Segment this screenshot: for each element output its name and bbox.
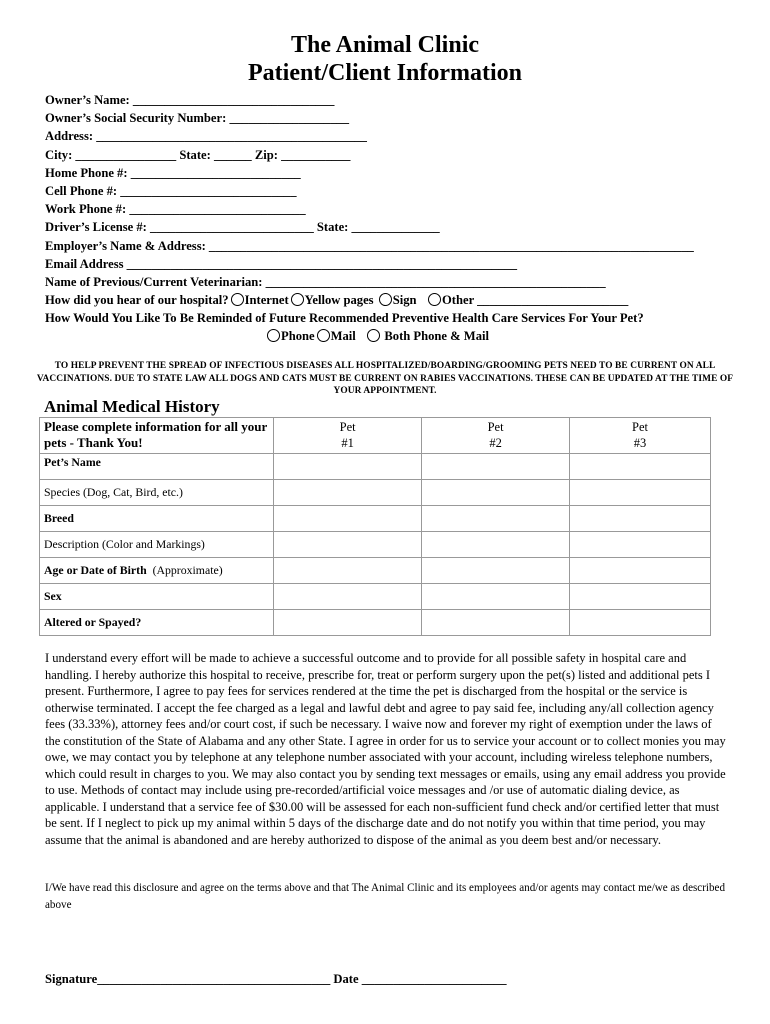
pet-1-description-cell[interactable] [274, 532, 422, 558]
signature-row [45, 972, 507, 987]
pet-2-description-cell[interactable] [422, 532, 570, 558]
option-phone: Phone [281, 329, 315, 344]
reminder-question: How Would You Like To Be Reminded of Future Recommended Preventive Health Care Services For Your Pet? [45, 311, 644, 326]
email-field[interactable]: Email Address ______________________________________________________________ [45, 256, 518, 271]
table-header-row [40, 418, 711, 454]
option-yellow-pages: Yellow pages [304, 293, 374, 308]
option-other: Other ________________________ [442, 293, 629, 308]
radio-phone-icon[interactable] [267, 329, 280, 342]
option-both: Both Phone & Mail [384, 329, 489, 344]
table-header-note: Please complete information for all your pets - Thank You! [40, 418, 274, 454]
medical-history-title: Animal Medical History [44, 397, 220, 416]
row-label-sex: Sex [40, 584, 274, 610]
pet-2-age-cell[interactable] [422, 558, 570, 584]
city-state-zip-field[interactable]: City: ________________ State: ______ Zip: ___________ [45, 147, 351, 162]
vaccination-notice: TO HELP PREVENT THE SPREAD OF INFECTIOUS DISEASES ALL HOSPITALIZED/BOARDING/GROOMING PETS NEED TO BE CURRENT ON ALL VACCINATIONS. DUE TO STATE LAW ALL DOGS AND CATS MUST BE CURRENT ON RABIES VACCINATIONS. THESE CAN BE UPDATED AT THE TIME OF YOUR APPOINTMENT. [36, 361, 734, 396]
ssn-field[interactable]: Owner’s Social Security Number: ___________________ [45, 111, 350, 126]
pet-3-name-cell[interactable] [570, 454, 711, 480]
owner-name-field[interactable]: Owner’s Name: ________________________________ [45, 93, 335, 107]
referral-question [45, 291, 735, 309]
referral-label: How did you hear of our hospital? [45, 293, 229, 308]
age-note: (Approximate) [152, 563, 223, 577]
radio-mail-icon[interactable] [317, 329, 330, 342]
table-row [40, 584, 711, 610]
table-row [40, 454, 711, 480]
form-subtitle: Patient/Client Information [248, 60, 522, 86]
pet-1-header [274, 418, 422, 454]
drivers-license-field[interactable]: Driver’s License #: __________________________ State: ______________ [45, 220, 440, 235]
row-label-age [40, 558, 274, 584]
cell-phone-field[interactable]: Cell Phone #: ____________________________ [45, 183, 297, 198]
pet-3-sex-cell[interactable] [570, 584, 711, 610]
pet-1-altered-cell[interactable] [274, 610, 422, 636]
pet-3-header [570, 418, 711, 454]
radio-sign-icon[interactable] [379, 293, 392, 306]
pet-3-number: #3 [633, 436, 647, 450]
pet-3-label: Pet [632, 420, 649, 434]
pet-3-description-cell[interactable] [570, 532, 711, 558]
row-label-breed: Breed [40, 506, 274, 532]
table-row [40, 558, 711, 584]
pet-2-altered-cell[interactable] [422, 610, 570, 636]
acknowledgement-text: I/We have read this disclosure and agree on the terms above and that The Animal Clinic and its employees and/or agents may contact me/we as described above [45, 882, 726, 911]
radio-yellow-pages-icon[interactable] [291, 293, 304, 306]
row-label-altered: Altered or Spayed? [40, 610, 274, 636]
agreement-text: I understand every effort will be made to achieve a successful outcome and to provide for all possible safety in hospital care and handling. I hereby authorize this hospital to receive, prescribe for, treat or perform surgery upon the pet(s) listed and additional pets I present. Furthermore, I agree to pay fees for services rendered at the time the pet is discharged from the hospital or the service is otherwise terminated. I accept the fee charged as a legal and lawful debt and agree to pay said fee, including any/all collection agency fees (33.33%), attorney fees and/or court cost, if such be necessary. I waive now and forever my right of exemption under the laws of the constitution of the State of Alabama and any other State. I agree in order for us to service your account or to collect monies you may owe, we may contact you by telephone at any telephone number associated with your account, including wireless telephone numbers, which could result in charges to you. We may also contact you by sending text messages or emails, using any email address you provide to use. Methods of contact may include using pre-recorded/artificial voice messages and /or use of automatic dialing device, as applicable. I understand that a service fee of $30.00 will be assessed for each non-sufficient fund check and/or certified letter that must be sent. If I neglect to pick up my animal within 5 days of the discharge date and do not notify you within that time period, you may assume that the animal is abandoned and are hereby authorized to dispose of the animal as you deem best and/or necessary. [45, 651, 726, 847]
option-mail: Mail [330, 329, 356, 344]
pet-1-species-cell[interactable] [274, 480, 422, 506]
medical-history-table [39, 417, 711, 636]
employer-field[interactable]: Employer’s Name & Address: _____________________________________________________________________________ [45, 238, 694, 253]
previous-vet-field[interactable]: Name of Previous/Current Veterinarian: ______________________________________________________ [45, 274, 606, 289]
signature-field[interactable]: Signature_____________________________________ [45, 972, 331, 986]
option-internet: Internet [244, 293, 289, 308]
pet-1-sex-cell[interactable] [274, 584, 422, 610]
radio-internet-icon[interactable] [231, 293, 244, 306]
radio-other-icon[interactable] [428, 293, 441, 306]
radio-both-icon[interactable] [367, 329, 380, 342]
pet-3-species-cell[interactable] [570, 480, 711, 506]
table-row [40, 610, 711, 636]
pet-3-breed-cell[interactable] [570, 506, 711, 532]
pet-3-age-cell[interactable] [570, 558, 711, 584]
owner-fields [45, 91, 735, 346]
pet-1-name-cell[interactable] [274, 454, 422, 480]
reminder-options [45, 327, 735, 345]
clinic-title: The Animal Clinic [290, 32, 480, 58]
pet-2-sex-cell[interactable] [422, 584, 570, 610]
address-field[interactable]: Address: ___________________________________________ [45, 129, 367, 144]
pet-2-breed-cell[interactable] [422, 506, 570, 532]
pet-1-label: Pet [339, 420, 356, 434]
age-label: Age or Date of Birth [44, 563, 147, 577]
date-field[interactable]: Date _______________________ [333, 972, 507, 986]
pet-1-breed-cell[interactable] [274, 506, 422, 532]
table-row [40, 480, 711, 506]
option-sign: Sign [392, 293, 417, 308]
work-phone-field[interactable]: Work Phone #: ____________________________ [45, 202, 306, 217]
pet-3-altered-cell[interactable] [570, 610, 711, 636]
pet-1-number: #1 [341, 436, 354, 450]
row-label-species: Species (Dog, Cat, Bird, etc.) [40, 480, 274, 506]
pet-2-number: #2 [489, 436, 502, 450]
pet-2-species-cell[interactable] [422, 480, 570, 506]
row-label-description: Description (Color and Markings) [40, 532, 274, 558]
pet-2-header [422, 418, 570, 454]
row-label-pet-name: Pet’s Name [40, 454, 274, 480]
home-phone-field[interactable]: Home Phone #: ___________________________ [45, 165, 301, 180]
pet-2-name-cell[interactable] [422, 454, 570, 480]
table-row [40, 532, 711, 558]
pet-2-label: Pet [487, 420, 504, 434]
pet-1-age-cell[interactable] [274, 558, 422, 584]
table-row [40, 506, 711, 532]
